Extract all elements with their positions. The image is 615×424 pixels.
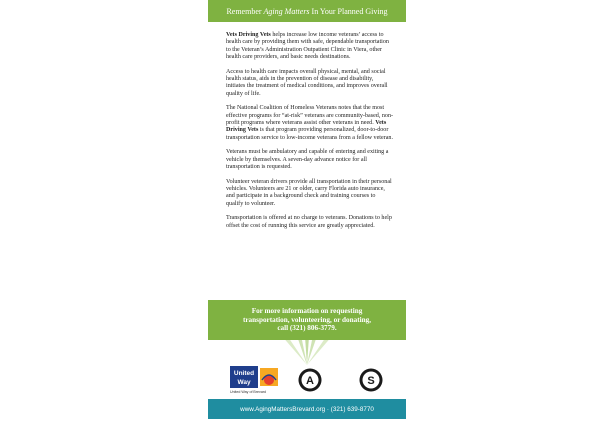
united-way-logo [230, 366, 280, 394]
uw-caption: United Way of Brevard [230, 390, 267, 394]
banner-pre: Remember [226, 6, 262, 16]
uw-text-top: United [233, 370, 255, 377]
info-text: For more information on requesting transportation, volunteering, or donating, call (321) 806-3779. [242, 307, 372, 333]
info-box [208, 300, 406, 340]
flyer-card [208, 0, 406, 424]
americorps-logo [298, 368, 322, 392]
banner-post: In Your Planned Giving [311, 6, 388, 16]
paragraph-2: Access to health care impacts overall physical, mental, and social health status, aids in the prevention of disease and disability, initiates the treatment of medical conditions, and improves overall quality of life. [226, 68, 388, 97]
senior-corps-logo [359, 368, 383, 392]
paragraph-1: Vets Driving Vets helps increase low income veterans’ access to health care by providing them with safe, dependable transportation to the Veteran’s Administration Outpatient Clinic in Viera, other health care providers, and basic needs destinations. [226, 32, 389, 61]
footer-banner [208, 399, 406, 419]
paragraph-3: The National Coalition of Homeless Veterans notes that the most effective programs for “at-risk” veterans are community-based, non-profit programs where veterans assist other veterans in need. Vets Driving Vets is that program providing personalized, door-to-door transportation service to low-income veterans from a fellow veteran. [226, 105, 394, 141]
uw-text-mid: Way [237, 379, 251, 386]
banner-emphasis: Aging Matters [263, 6, 310, 16]
ac-letter: A [306, 375, 314, 387]
sc-letter: S [367, 375, 375, 387]
top-banner [208, 0, 406, 22]
paragraph-5: Volunteer veteran drivers provide all transportation in their personal vehicles. Volunteers are 21 or older, carry Florida auto insurance, and participate in a background check and training courses to qualify to volunteer. [226, 178, 392, 207]
paragraph-4: Veterans must be ambulatory and capable of entering and exiting a vehicle by themselves. A seven-day advance notice for all transportation is requested. [226, 149, 389, 171]
footer-contact: www.AgingMattersBrevard.org · (321) 639-8770 [240, 405, 374, 413]
sponsor-logos [208, 366, 406, 398]
paragraph-6: Transportation is offered at no charge to veterans. Donations to help offset the cost of running this service are greatly appreciated. [226, 215, 392, 229]
body-text [226, 32, 394, 237]
